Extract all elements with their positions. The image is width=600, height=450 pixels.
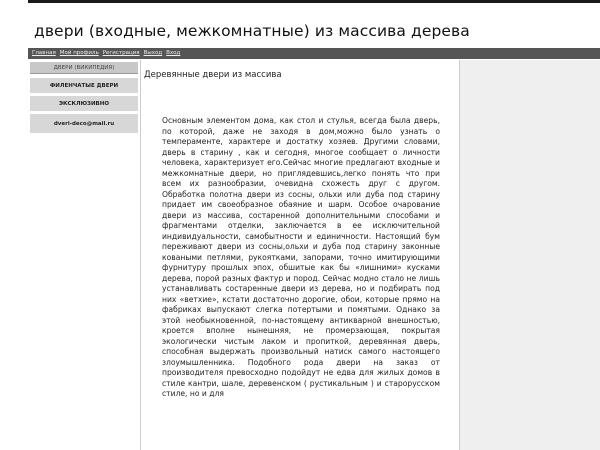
nav-link-register[interactable]: Регистрация bbox=[102, 50, 140, 56]
nav-link-logout[interactable]: Выход bbox=[143, 50, 163, 56]
nav-bar bbox=[28, 48, 600, 59]
sidebar bbox=[30, 62, 138, 136]
site-title: двери (входные, межкомнатные) из массива дерева bbox=[34, 22, 470, 40]
top-border bbox=[28, 0, 600, 3]
sidebar-item-panel-doors[interactable]: ФИЛЕНЧАТЫЕ ДВЕРИ bbox=[30, 78, 138, 93]
nav-link-profile[interactable]: Мой профиль bbox=[59, 50, 99, 56]
sidebar-item-exclusive[interactable]: ЭКСКЛЮЗИВНО bbox=[30, 96, 138, 111]
right-column bbox=[460, 60, 600, 450]
nav-link-login[interactable]: Вход bbox=[166, 50, 181, 56]
nav-link-home[interactable]: Главная bbox=[32, 50, 56, 56]
article-text: Основным элементом дома, как стол и стулья, всегда была дверь, по которой, даже не заходя в дом,можно было узнать о темпераменте, характере и достатку хозяев. Другими словами, дверь в старину , как и сегодня, многое сообщает о личности человека, характеризует его.Сейчас многие предлагают входные и межкомнатные двери, но приглядевшись,легко понять что при всем их разнообразии, очевидна схожесть друг с другом. Обработка полотна двери из сосны, ольхи или дуба под старину придает им своеобразное обаяние и шарм. Особое очарование двери из массива, состаренной дополнительными способами и фрагментами отделки, заключается в ее исключительной индивидуальности, самобытности и единичности. Настоящий бум переживают двери из сосны,ольхи и дуба под старину законные коваными петлями, рукоятками, запорами, точно имитирующими фурнитуру прошлых эпох, обшитые как бы «лишними» кусками дерева, порой разных фактур и пород. Сейчас модно стало не лишь устанавливать состаренные двери из дерева, но и подбирать под них «ветхие», кстати достаточно дорогие, обои, которые прямо на фабриках выпускают слегка потертыми и помятыми. Однако за этой необыкновенной, по-настоящему антикварной внешностью, кроется вполне нынешняя, не промерзающая, покрытая экологически чистым лаком и пропиткой, деревянная дверь, способная выдержать произвольный натиск самого настоящего злоумышленника. Подобного рода двери на заказ от производителя превосходно подойдут не едва для жилых домов в стиле кантри, шале, деревенском ( рустикальным ) и старорусском стиле, но и для bbox=[162, 116, 440, 398]
sidebar-item-email[interactable]: dveri-deco@mail.ru bbox=[30, 114, 138, 133]
page-title: Деревянные двери из массива bbox=[144, 70, 282, 80]
sidebar-item-wikipedia[interactable]: ДВЕРИ (ВИКИПЕДИЯ) bbox=[30, 62, 138, 74]
